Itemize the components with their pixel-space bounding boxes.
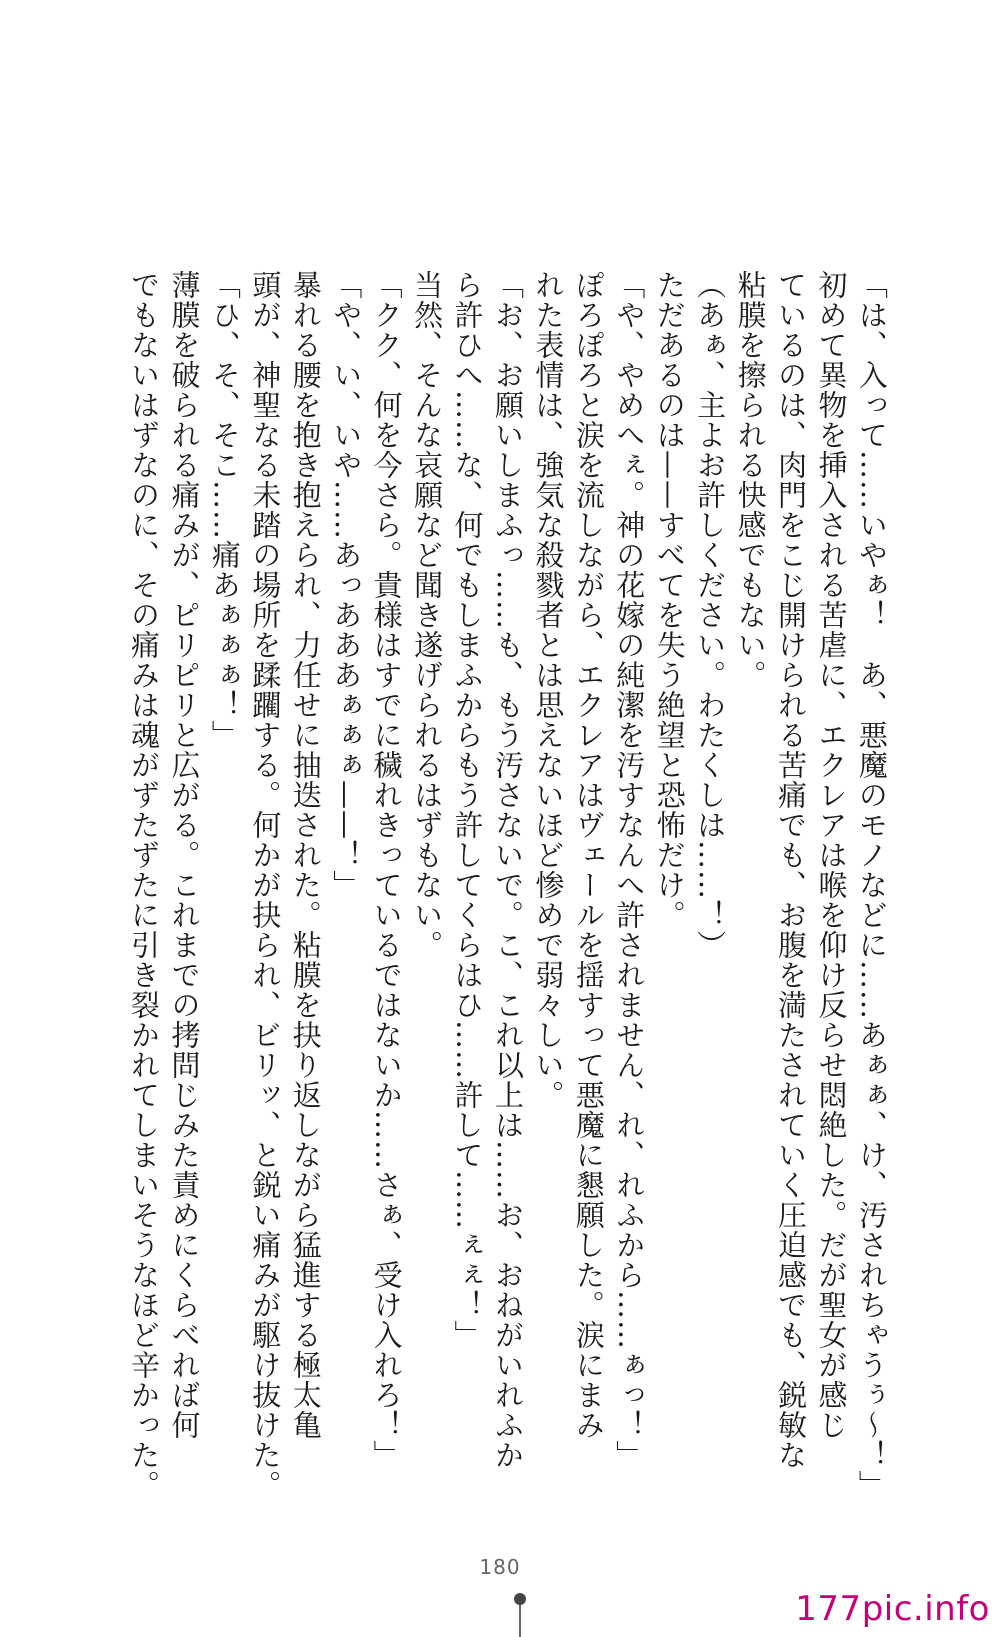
text-line: 「お、お願いしまふっ……も、もう汚さないで。こ、これ以上は……お、おねがいれふか (490, 270, 525, 1470)
text-line: 頭が、神聖なる未踏の場所を蹂躙する。何かが抉られ、ビリッ、と鋭い痛みが駆け抜けた。 (248, 270, 283, 1500)
text-line: 「は、入って……いやぁ！ あ、悪魔のモノなどに……あぁぁ、け、汚されちゃうぅ〜！」 (854, 270, 889, 1500)
text-line: 初めて異物を挿入される苦虐に、エクレアは喉を仰け反らせ悶絶した。だが聖女が感じ (814, 270, 849, 1440)
text-line: ただあるのは——すべてを失う絶望と恐怖だけ。 (652, 270, 687, 930)
text-line: でもないはずなのに、その痛みは魂がずたずたに引き裂かれてしまいそうなほど辛かった。 (127, 270, 161, 1500)
page-marker-line (519, 1605, 521, 1637)
text-line: 「ひ、そ、そこ……痛あぁぁぁ！」 (207, 270, 242, 750)
text-line: 粘膜を擦られる快感でもない。 (733, 270, 768, 690)
page-marker-dot (514, 1593, 526, 1605)
text-line: 暴れる腰を抱き抱えられ、力任せに抽迭された。粘膜を抉り返しながら猛進する極太亀 (288, 270, 323, 1440)
watermark-text: 177pic.info (795, 1589, 990, 1629)
text-line: （あぁ、主よお許しください。わたくしは……！） (693, 270, 728, 960)
text-line: ら許ひへ……な、何でもしまふからもう許してくらはひ……許して……ぇぇ！」 (450, 270, 485, 1350)
text-line: ているのは、肉門をこじ開けられる苦痛でも、お腹を満たされていく圧迫感でも、鋭敏な (774, 270, 808, 1470)
text-line: 当然、そんな哀願など聞き遂げられるはずもない。 (410, 270, 445, 960)
vertical-text-block (127, 270, 889, 1500)
text-line: 「や、い、いや……あっあああぁぁぁ——！」 (329, 270, 364, 900)
text-line: 「や、やめへぇ。神の花嫁の純潔を汚すなんへ許されません、れ、れふから……ぁっ！」 (612, 270, 647, 1470)
text-line: ぽろぽろと涙を流しながら、エクレアはヴェールを揺すって悪魔に懇願した。涙にまみ (571, 270, 606, 1440)
text-line: 薄膜を破られる痛みが、ピリピリと広がる。これまでの拷問じみた責めにくらべれば何 (167, 270, 202, 1440)
text-line: れた表情は、強気な殺戮者とは思えないほど惨めで弱々しい。 (531, 270, 566, 1110)
page-number: 180 (479, 1555, 521, 1579)
text-line: 「クク、何を今さら。貴様はすでに穢れきっているではないか……さぁ、受け入れろ！」 (369, 270, 404, 1470)
